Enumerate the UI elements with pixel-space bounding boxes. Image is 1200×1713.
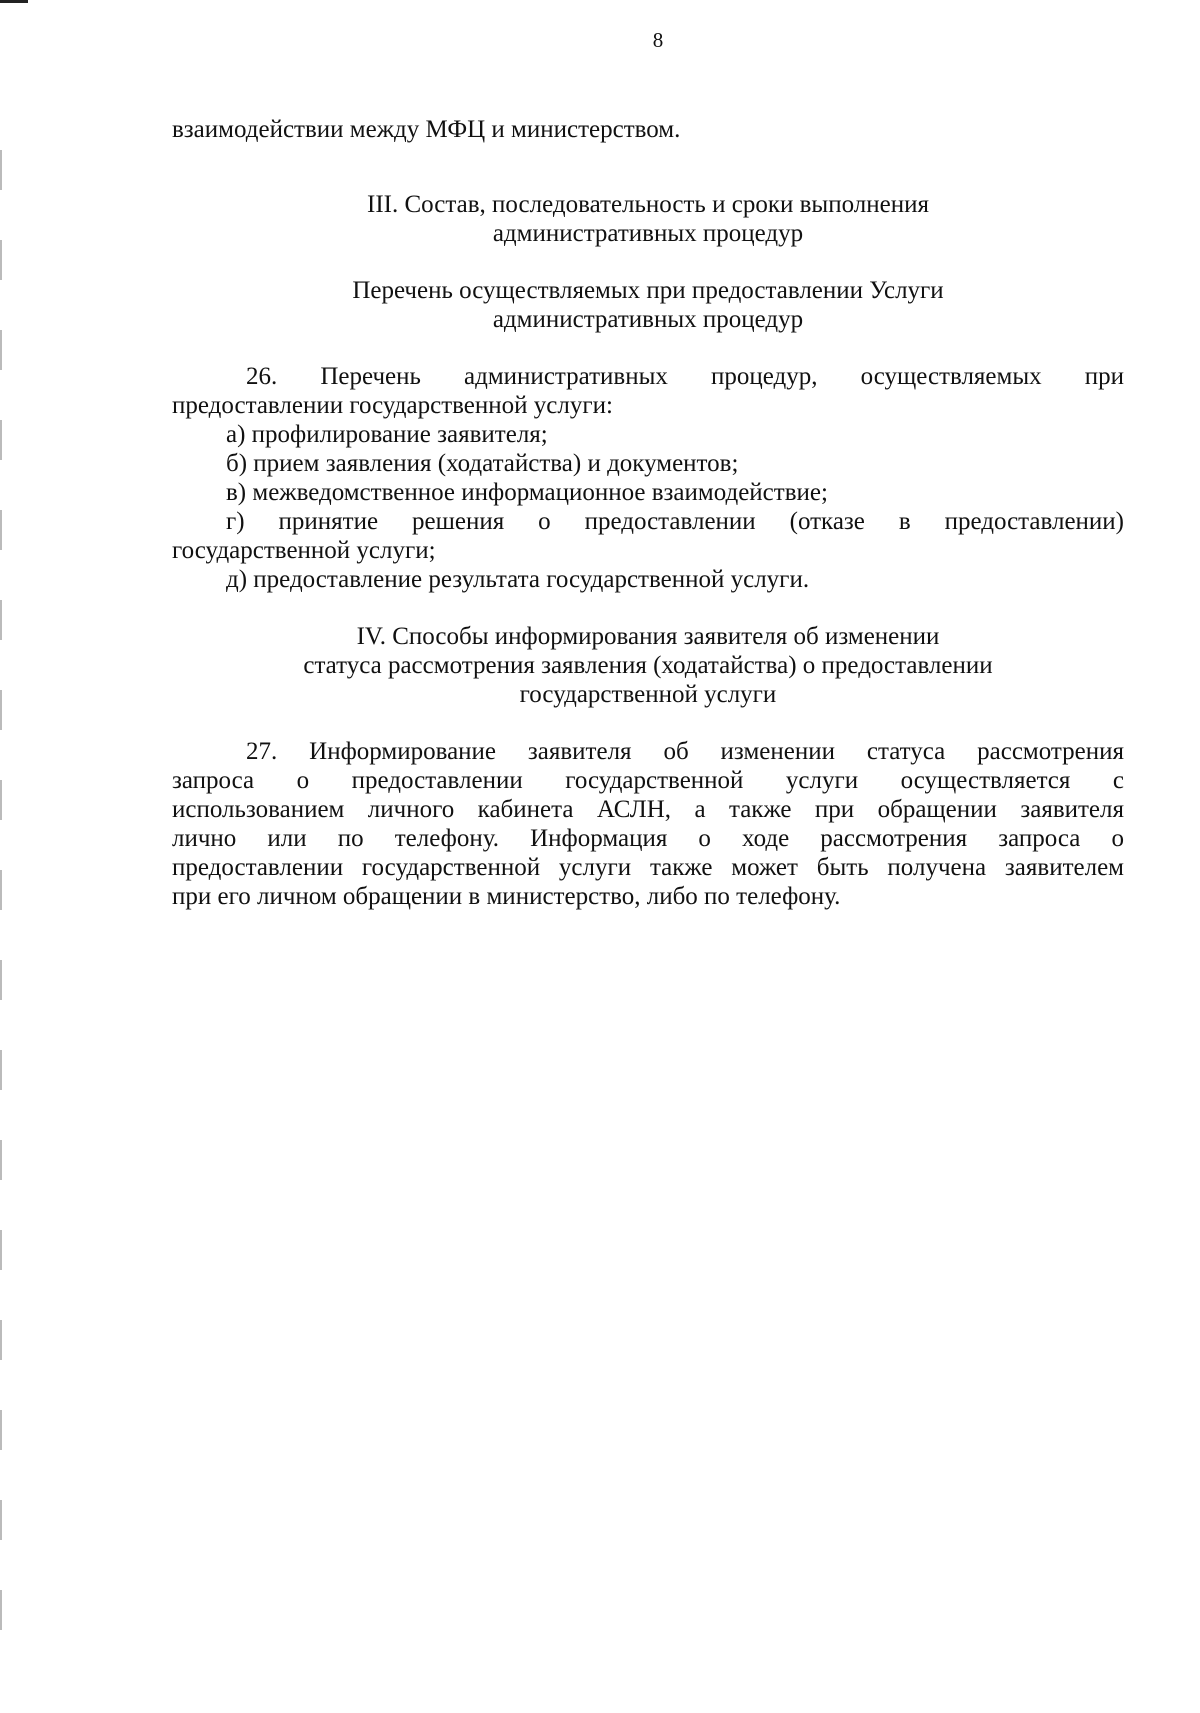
page-number: 8 bbox=[652, 28, 664, 52]
section-4-heading-line3: государственной услуги bbox=[519, 681, 777, 708]
item-27-line1: 27. Информирование заявителя об изменении статуса рассмотрения bbox=[246, 738, 1124, 765]
section-4-heading-line1: IV. Способы информирования заявителя об изменении bbox=[356, 623, 940, 650]
item-26-list-d: д) предоставление результата государственной услуги. bbox=[226, 566, 810, 593]
section-3-subheading-line1: Перечень осуществляемых при предоставлении Услуги bbox=[352, 277, 944, 304]
item-26-list-c: в) межведомственное информационное взаимодействие; bbox=[226, 479, 828, 506]
section-4-heading bbox=[172, 622, 1124, 709]
item-27-line5: предоставлении государственной услуги также может быть получена заявителем bbox=[172, 854, 1124, 881]
item-26-list-a: а) профилирование заявителя; bbox=[226, 421, 548, 448]
scan-artifact-edge bbox=[0, 150, 2, 1630]
section-3-heading-line1: III. Состав, последовательность и сроки выполнения bbox=[367, 191, 929, 218]
section-4-heading-line2: статуса рассмотрения заявления (ходатайства) о предоставлении bbox=[303, 652, 993, 679]
intro-line: взаимодействии между МФЦ и министерством. bbox=[172, 116, 681, 143]
item-27-line3: использованием личного кабинета АСЛН, а также при обращении заявителя bbox=[172, 796, 1124, 823]
item-27-line4: лично или по телефону. Информация о ходе рассмотрения запроса о bbox=[172, 825, 1124, 852]
item-27 bbox=[172, 737, 1124, 911]
section-3-heading bbox=[172, 190, 1124, 248]
item-26-list-b: б) прием заявления (ходатайства) и документов; bbox=[226, 450, 739, 477]
item-27-line6: при его личном обращении в министерство, либо по телефону. bbox=[172, 883, 841, 910]
item-26-list-g-line1: г) принятие решения о предоставлении (отказе в предоставлении) bbox=[226, 508, 1124, 535]
item-27-line2: запроса о предоставлении государственной услуги осуществляется с bbox=[172, 767, 1124, 794]
section-3-heading-line2: административных процедур bbox=[492, 220, 804, 247]
section-3-subheading bbox=[172, 276, 1124, 334]
scan-artifact-top bbox=[0, 0, 28, 3]
item-26-list-g-line2: государственной услуги; bbox=[172, 537, 436, 564]
item-26 bbox=[172, 362, 1124, 594]
item-26-line2: предоставлении государственной услуги: bbox=[172, 392, 613, 419]
document-body bbox=[172, 115, 1124, 911]
item-26-line1: 26. Перечень административных процедур, осуществляемых при bbox=[246, 363, 1124, 390]
section-3-subheading-line2: административных процедур bbox=[492, 306, 804, 333]
